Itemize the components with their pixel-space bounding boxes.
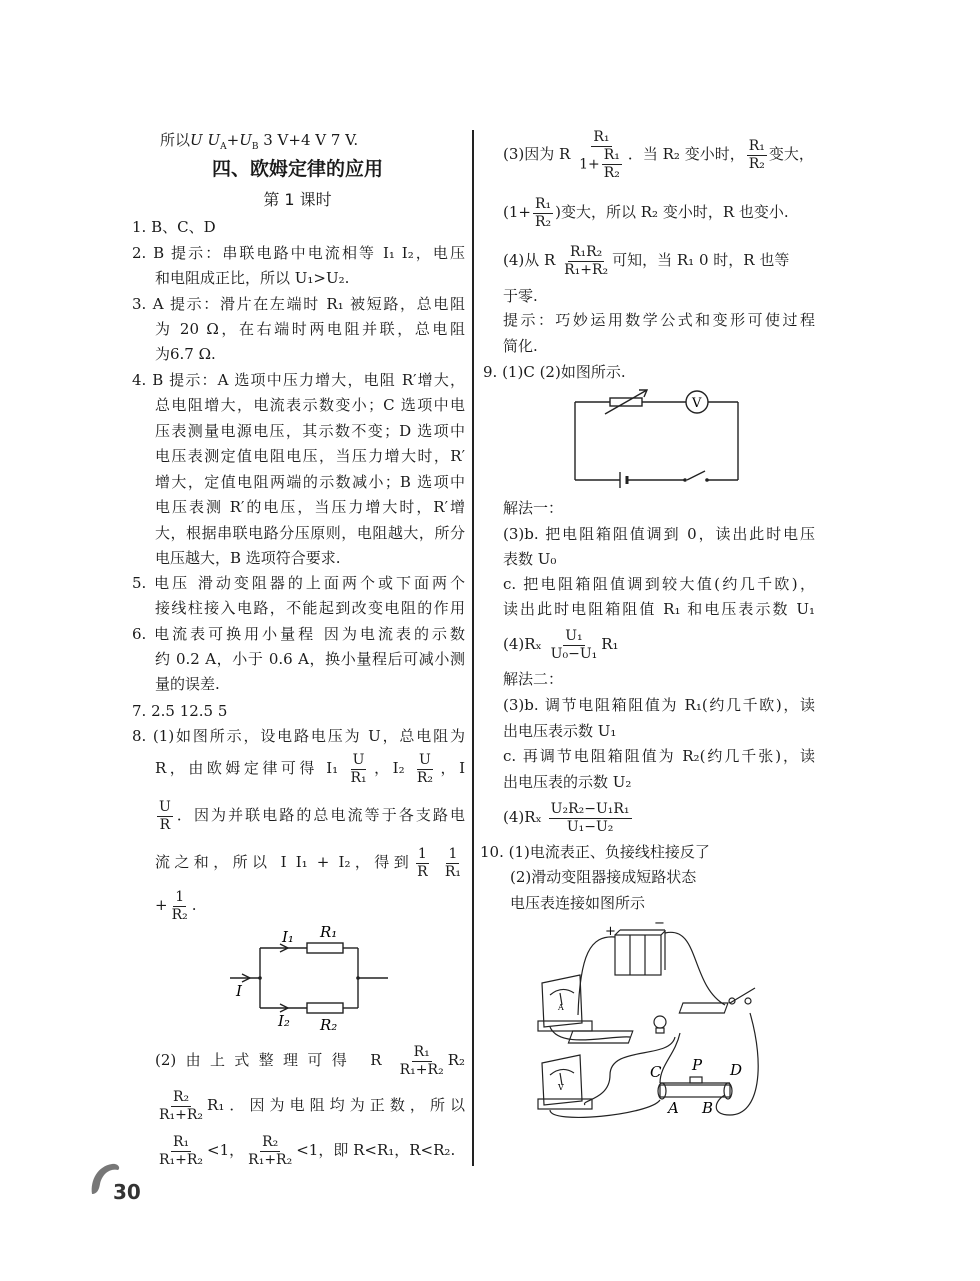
answer-text (503, 769, 815, 795)
answer-text (503, 596, 815, 622)
text-run: 5. 电压 滑动变阻器的上面两个或下面两个 (132, 574, 465, 592)
text-run: 7. 2.5 12.5 5 (132, 702, 228, 720)
text-run: 9. (1)C (2)如图所示. (483, 363, 626, 381)
text-run: R₂ (172, 1088, 190, 1105)
text-run: (2)滑动变阻器接成短路状态 (510, 868, 697, 886)
fraction (415, 846, 430, 881)
numerator (747, 138, 767, 156)
text-run: R₁ (444, 863, 461, 880)
denominator (398, 1062, 446, 1079)
numerator (446, 846, 459, 864)
text-run: R₁+R₂ (159, 1151, 204, 1168)
text-run: 4. B 提示：A 选项中压力增大，电阻 R′增大， (132, 371, 465, 389)
text-run: U (352, 751, 365, 768)
text-run: + (155, 896, 168, 914)
answer-text (503, 283, 815, 309)
variable-subscript: A (220, 142, 227, 152)
fraction (415, 752, 435, 787)
denominator (565, 819, 616, 836)
text-run: R₂ (748, 155, 765, 172)
text-run: R₁R₂ (569, 243, 603, 260)
text-run: 出电压表的示数 U₂ (503, 773, 632, 791)
text-run: 出电压表示数 U₁ (503, 722, 617, 740)
variable (239, 131, 259, 152)
answer-formula-line (503, 238, 815, 282)
text-run: R₁ (748, 137, 765, 154)
text-run: R₁+R₂ (159, 1106, 204, 1123)
numerator (563, 628, 584, 646)
answer-text (155, 341, 465, 367)
text-run: 1. B、C、D (132, 218, 216, 236)
text-run: R₁+R₂ (399, 1061, 444, 1078)
series-circuit-diagram (565, 388, 750, 493)
numerator (173, 889, 186, 907)
text-run: ，I₂ (370, 759, 413, 777)
text-run: 2. B 提示：串联电路中电流相等 I₁ I₂，电压 (132, 244, 465, 262)
text-run: 大，根据串联电路分压原则，电阻越大，所分 (155, 524, 465, 542)
text-run: 压表测量电源电压，其示数不变；D 选项中 (155, 422, 465, 440)
text-run: 电压表测定值电阻电压，当压力增大时，R′ (155, 447, 465, 465)
label-i: I (236, 982, 242, 1000)
rheostat-icon (658, 1077, 732, 1099)
denominator (415, 770, 435, 787)
answer-text (155, 646, 465, 672)
section-title (130, 156, 465, 182)
fraction (549, 628, 600, 663)
text-run: R (417, 863, 428, 880)
variable-subscript: B (251, 142, 259, 152)
text-run: (2)由上式整理可得 R (155, 1051, 396, 1069)
answer-text (510, 864, 810, 890)
text-run: R，由欧姆定律可得 I₁ (155, 759, 347, 777)
answer-formula-line (503, 125, 815, 183)
text-run: ，I (437, 759, 465, 777)
denominator (549, 646, 600, 663)
text-run: 1 (417, 845, 427, 862)
answer-formula-line (503, 190, 815, 234)
slider-p-label: P (692, 1056, 703, 1074)
text-run: 于零. (503, 287, 538, 305)
battery-icon (615, 930, 665, 975)
fraction (443, 846, 463, 881)
variable-symbol: U (190, 131, 203, 149)
variable-symbol: U (239, 131, 252, 149)
text-run: (3)b. 调节电阻箱阻值为 R₁(约几千欧)，读 (503, 696, 815, 714)
numerator (171, 1089, 191, 1107)
answer-text (155, 595, 465, 621)
answer-text (155, 265, 465, 291)
text-run: 电压表测 R′的电压，当压力增大时，R′增 (155, 498, 465, 516)
text-run: R₁+R₂ (564, 261, 609, 278)
text-run: 简化. (503, 337, 538, 355)
text-run: c. 把电阻箱阻值调到较大值(约几千欧)， (503, 575, 815, 593)
numerator (602, 147, 622, 165)
terminal-b-label: B (702, 1099, 714, 1117)
text-run: 1+ (579, 156, 600, 172)
text-run: 接线柱接入电路，不能起到改变电阻的作用 (155, 599, 465, 617)
denominator (747, 156, 767, 173)
fraction (157, 799, 173, 834)
text-run: 表数 U₀ (503, 550, 557, 568)
text-run: 读出此时电阻箱阻值 R₁ 和电压表示数 U₁ (503, 600, 815, 618)
variable (190, 131, 203, 149)
fraction (562, 244, 610, 279)
text-run: 解法二： (503, 670, 564, 688)
text-run: 8. (1)如图所示，设电路电压为 U，总电阻为 (132, 727, 465, 745)
lesson-title (130, 187, 465, 213)
text-run: U₀−U₁ (550, 645, 598, 662)
text-run: 所以 (160, 131, 191, 149)
text-run: R₁ (350, 769, 367, 786)
terminal-c-label: C (650, 1063, 662, 1081)
text-run: 电压表连接如图所示 (510, 894, 646, 912)
text-run: R₁．因为电阻均为正数，所以 (207, 1096, 465, 1114)
text-run: ．当 R₂ 变小时， (627, 145, 745, 163)
label-i1: I₁ (282, 928, 294, 946)
text-run: R₂ (447, 1051, 465, 1069)
answer-formula-line (155, 746, 465, 790)
text-run: U (419, 751, 431, 768)
answer-1 (132, 214, 432, 240)
variable-symbol: U (207, 131, 221, 149)
answer-9 (483, 359, 813, 385)
voltmeter-label: V (692, 396, 702, 411)
text-run: ．因为并联电路的总电流等于各支路电 (174, 806, 465, 824)
text-run: 变大， (768, 145, 814, 163)
voltmeter-label: V (558, 1083, 564, 1092)
answer-formula-line (155, 1083, 465, 1127)
numerator (549, 801, 632, 819)
text-run: (4)从 R (503, 251, 561, 269)
answer-text (155, 392, 465, 418)
answer-formula-line (155, 840, 465, 884)
label-i2: I₂ (278, 1012, 290, 1030)
text-run: 和电阻成正比，所以 U₁>U₂. (155, 269, 350, 287)
text-run: + (226, 131, 240, 149)
hint-text (503, 307, 815, 333)
denominator (443, 864, 463, 881)
text-run: 流之和，所以 I I₁ + I₂，得到 (155, 853, 414, 871)
denominator (415, 864, 430, 881)
answer-text (503, 571, 815, 597)
text-run: R₁ (172, 1133, 190, 1150)
answer-text (510, 890, 810, 916)
equation-line (160, 127, 430, 153)
denominator (602, 165, 622, 182)
text-run: R₁ (534, 195, 552, 212)
text-run: 增大，定值电阻两端的示数减小；B 选项中 (155, 473, 465, 491)
text-run: R₂ (262, 1133, 279, 1150)
answer-formula-line (155, 793, 465, 837)
text-run: 解法一： (503, 499, 564, 517)
text-run: R₁+R₂ (248, 1151, 293, 1168)
text-run: R₂ (534, 213, 552, 230)
answer-text (503, 718, 815, 744)
switch-icon (679, 988, 755, 1013)
text-run: R₂ (416, 769, 434, 786)
answer-text (155, 316, 465, 342)
text-run: 1 (448, 845, 458, 862)
method-1-heading (503, 495, 815, 521)
battery-plus-label: + (605, 924, 616, 939)
fraction (398, 1044, 446, 1079)
denominator (577, 147, 626, 182)
denominator (158, 817, 173, 834)
apparatus-wiring-illustration (520, 915, 780, 1125)
text-run: R₂ (171, 906, 188, 923)
text-run: U (159, 798, 171, 815)
ammeter-label: A (558, 1003, 564, 1012)
text-run: U₁ (565, 627, 583, 644)
numerator (260, 1134, 280, 1152)
fraction (549, 801, 632, 836)
text-run: R₁ (601, 635, 619, 653)
answer-3 (132, 291, 465, 317)
text-run: 总电阻增大，电流表示数变小；C 选项中电 (155, 396, 465, 414)
page-number: 30 (113, 1180, 141, 1204)
answer-formula-line (155, 1128, 465, 1172)
answer-6 (132, 621, 465, 647)
text-run: R₂ (603, 164, 620, 181)
text-run: 3. A 提示：滑片在左端时 R₁ 被短路，总电阻 (132, 295, 465, 313)
answer-text (503, 546, 815, 572)
denominator (170, 907, 190, 924)
parallel-circuit-diagram (220, 920, 400, 1040)
text-run: 1 (175, 888, 185, 905)
text-run: 3 V+4 V 7 V. (258, 131, 359, 149)
text-run: 电压越大，B 选项符合要求. (155, 549, 341, 567)
method-2-heading (503, 666, 815, 692)
text-run (432, 853, 441, 871)
voltmeter-icon (538, 1055, 592, 1109)
fraction (157, 1089, 205, 1124)
fraction (602, 147, 622, 182)
numerator (568, 244, 604, 262)
fraction (348, 752, 368, 787)
text-run: R₁ (603, 146, 620, 163)
answer-text (503, 743, 815, 769)
answer-4 (132, 367, 465, 393)
text-run: . (191, 896, 197, 914)
answer-10 (480, 839, 815, 865)
fraction (157, 1134, 205, 1169)
fraction (246, 1134, 294, 1169)
numerator (412, 1044, 432, 1062)
text-run: 为6.7 Ω. (155, 345, 216, 363)
denominator (246, 1152, 294, 1169)
text-run: R₁ (593, 128, 610, 145)
label-r1: R₁ (320, 923, 338, 941)
bulb-icon (568, 1016, 666, 1043)
answer-text (155, 418, 465, 444)
text-run: 提示：巧妙运用数学公式和变形可使过程 (503, 311, 815, 329)
ammeter-icon (538, 975, 592, 1031)
text-run: 四、欧姆定律的应用 (211, 158, 383, 180)
denominator (157, 1107, 205, 1124)
text-run: 为 20 Ω，在右端时两电阻并联，总电阻 (155, 320, 465, 338)
text-run: (4)Rₓ (503, 635, 547, 653)
text-run: 可知，当 R₁ 0 时，R 也等 (612, 251, 790, 269)
denominator (562, 262, 610, 279)
text-run: 6. 电流表可换用小量程 因为电流表的示数 (132, 625, 465, 643)
text-run: U₁−U₂ (566, 818, 614, 835)
answer-text (155, 443, 465, 469)
text-run: )变大，所以 R₂ 变小时，R 也变小. (555, 203, 789, 221)
answer-2 (132, 240, 465, 266)
column-divider (472, 130, 474, 1166)
answer-formula-line (503, 795, 815, 839)
fraction (533, 196, 553, 231)
answer-text (503, 521, 815, 547)
answer-5 (132, 570, 465, 596)
terminal-a-label: A (668, 1099, 679, 1117)
hint-text (503, 333, 815, 359)
fraction (170, 889, 190, 924)
text-run: <1， (207, 1141, 245, 1159)
text-run: (3)b. 把电阻箱阻值调到 0，读出此时电压 (503, 525, 815, 543)
text-run: 第 1 课时 (263, 190, 332, 209)
answer-text (155, 469, 465, 495)
fraction (747, 138, 767, 173)
denominator (348, 770, 368, 787)
variable (207, 131, 227, 152)
text-run: <1，即 R<R₁，R<R₂. (296, 1141, 456, 1159)
answer-text (155, 494, 465, 520)
answer-7 (132, 698, 432, 724)
numerator (591, 129, 611, 147)
text-run: c. 再调节电阻箱阻值为 R₂(约几千张)，读 (503, 747, 815, 765)
denominator (533, 214, 553, 231)
numerator (533, 196, 553, 214)
text-run: U₂R₂−U₁R₁ (550, 800, 630, 817)
text-run: 10. (1)电流表正、负接线柱接反了 (480, 843, 710, 861)
answer-text (503, 692, 815, 718)
text-run: R₁ (413, 1043, 430, 1060)
terminal-d-label: D (730, 1061, 743, 1079)
text-run: (4)Rₓ (503, 808, 547, 826)
fraction (577, 129, 626, 182)
answer-formula-line (155, 1038, 465, 1082)
text-run: 约 0.2 A，小于 0.6 A，换小量程后可减小测 (155, 650, 465, 668)
label-r2: R₂ (320, 1016, 338, 1034)
battery-minus-label: − (654, 916, 665, 931)
numerator (157, 799, 173, 817)
text-run: (1+ (503, 203, 531, 221)
answer-text (155, 545, 465, 571)
text-run: 量的误差. (155, 675, 220, 693)
numerator (171, 1134, 191, 1152)
answer-formula-line (503, 622, 815, 666)
numerator (416, 846, 429, 864)
answer-text (155, 520, 465, 546)
text-run: R (159, 816, 171, 833)
text-run: (3)因为 R (503, 145, 576, 163)
numerator (417, 752, 433, 770)
numerator (351, 752, 367, 770)
answer-text (155, 671, 465, 697)
denominator (157, 1152, 205, 1169)
